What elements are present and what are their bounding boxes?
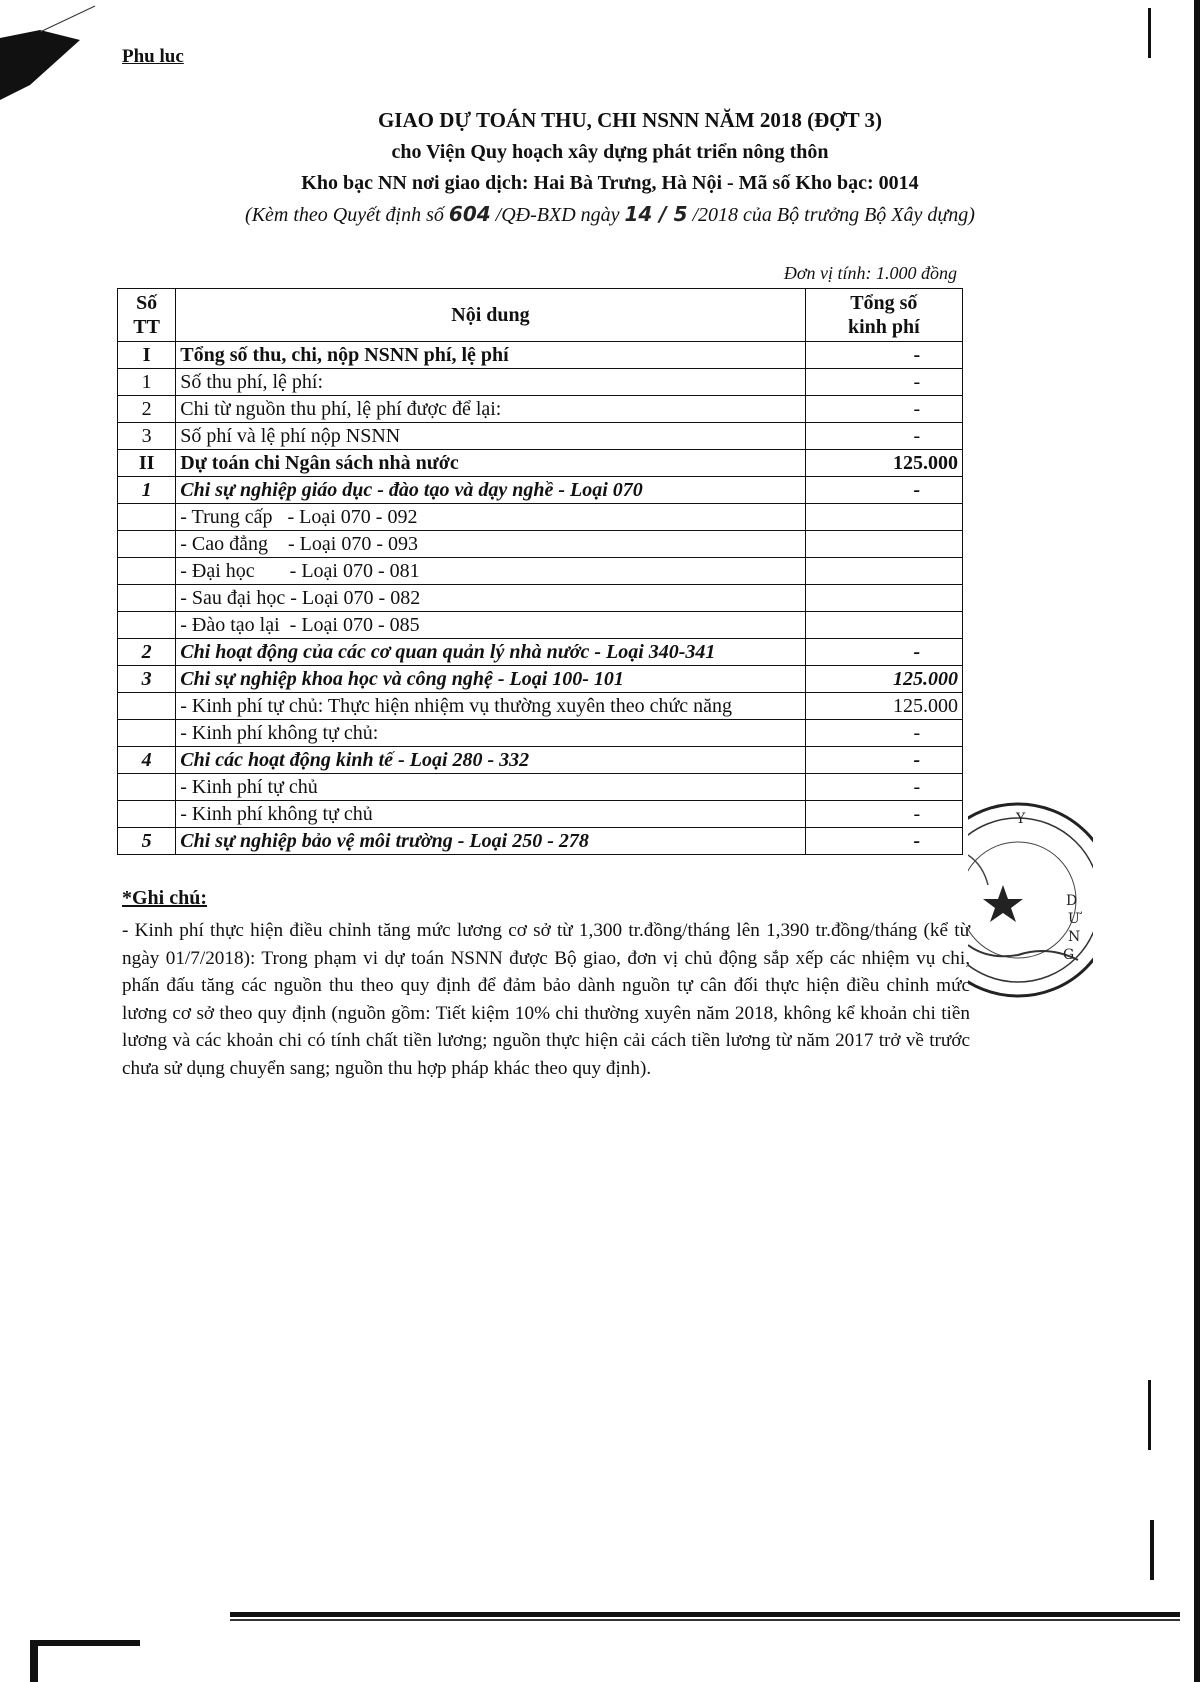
table-row: I Tổng số thu, chi, nộp NSNN phí, lệ phí - (118, 342, 963, 369)
note-title: *Ghi chú: (122, 887, 208, 909)
table-row: 3 Chi sự nghiệp khoa học và công nghệ - Loại 100- 101 125.000 (118, 666, 963, 693)
table-header-row (118, 289, 963, 342)
unit-label: Đơn vị tính: 1.000 đồng (783, 263, 957, 283)
scan-mark (1148, 1380, 1151, 1450)
scan-edge-bottom (230, 1612, 1180, 1617)
scan-mark (1148, 8, 1151, 58)
decision-reference: (Kèm theo Quyết định số 604 /QĐ-BXD ngày 14 / 5 /2018 của Bộ trưởng Bộ Xây dựng) (245, 202, 975, 226)
table-row: - Kinh phí không tự chủ: - (118, 720, 963, 747)
appendix-label: Phu luc (122, 46, 184, 67)
table-row: - Đào tạo lại - Loại 070 - 085 (118, 612, 963, 639)
column-header-total: Tổng số kinh phí (805, 289, 962, 342)
svg-text:N: N (1068, 929, 1081, 945)
table-row: - Đại học - Loại 070 - 081 (118, 558, 963, 585)
table-row: 4 Chi các hoạt động kinh tế - Loại 280 - 332 - (118, 747, 963, 774)
table-row: 1 Số thu phí, lệ phí: - (118, 369, 963, 396)
treasury-info: Kho bạc NN nơi giao dịch: Hai Bà Trưng, Hà Nội - Mã số Kho bạc: 0014 (301, 172, 919, 194)
scan-mark (1150, 1520, 1154, 1580)
table-row: - Cao đẳng - Loại 070 - 093 (118, 531, 963, 558)
table-row: II Dự toán chi Ngân sách nhà nước 125.000 (118, 450, 963, 477)
table-row: 5 Chi sự nghiệp bảo vệ môi trường - Loại 250 - 278 - (118, 828, 963, 855)
column-header-content: Nội dung (176, 289, 805, 342)
column-header-no: Số TT (118, 289, 176, 342)
svg-text:Ư: Ư (1068, 911, 1080, 927)
note-body: - Kinh phí thực hiện điều chỉnh tăng mức lương cơ sở từ 1,300 tr.đồng/tháng lên 1,390 tr.đồng/tháng (kể từ ngày 01/7/2018): Trong phạm vi dự toán NSNN được Bộ giao, đơn vị chủ động sắp xếp các nhiệm vụ chi, phấn đấu tăng các nguồn thu theo quy định để đảm bảo dành nguồn tự cân đối thực hiện điều chỉnh mức lương cơ sở theo quy định (nguồn gồm: Tiết kiệm 10% chi thường xuyên năm 2018, không kể khoản chi tiền lương và các khoản chi có tính chất tiền lương; nguồn thực hiện cải cách tiền lương từ năm 2017 trở về trước chưa sử dụng chuyển sang; nguồn thu hợp pháp khác theo quy định). (122, 920, 970, 1079)
table-row: - Sau đại học - Loại 070 - 082 (118, 585, 963, 612)
handwritten-decision-number: 604 (448, 202, 491, 226)
official-seal (968, 795, 1093, 1010)
table-row: 3 Số phí và lệ phí nộp NSNN - (118, 423, 963, 450)
table-row: - Kinh phí tự chủ - (118, 774, 963, 801)
table-row: - Kinh phí tự chủ: Thực hiện nhiệm vụ thường xuyên theo chức năng 125.000 (118, 693, 963, 720)
scan-corner-artifact (30, 1640, 140, 1646)
scan-edge-bottom-line (230, 1619, 1180, 1621)
document-title: GIAO DỰ TOÁN THU, CHI NSNN NĂM 2018 (ĐỢT 3) (377, 108, 883, 132)
table-row: - Trung cấp - Loại 070 - 092 (118, 504, 963, 531)
svg-text:G: G (1063, 947, 1075, 963)
table-row: 2 Chi từ nguồn thu phí, lệ phí được để lại: - (118, 396, 963, 423)
table-row: 1 Chi sự nghiệp giáo dục - đào tạo và dạy nghề - Loại 070 - (118, 477, 963, 504)
scan-corner-artifact (0, 0, 110, 100)
table-row: - Kinh phí không tự chủ - (118, 801, 963, 828)
document-subtitle: cho Viện Quy hoạch xây dựng phát triển nông thôn (391, 141, 829, 163)
seal-text: D (1066, 893, 1078, 909)
svg-text:Y: Y (1016, 811, 1026, 827)
scan-corner-artifact (30, 1640, 38, 1682)
table-row: 2 Chi hoạt động của các cơ quan quản lý nhà nước - Loại 340-341 - (118, 639, 963, 666)
handwritten-date: 14 / 5 (624, 202, 688, 226)
scan-edge-right (1194, 0, 1200, 1682)
budget-table (117, 288, 963, 855)
